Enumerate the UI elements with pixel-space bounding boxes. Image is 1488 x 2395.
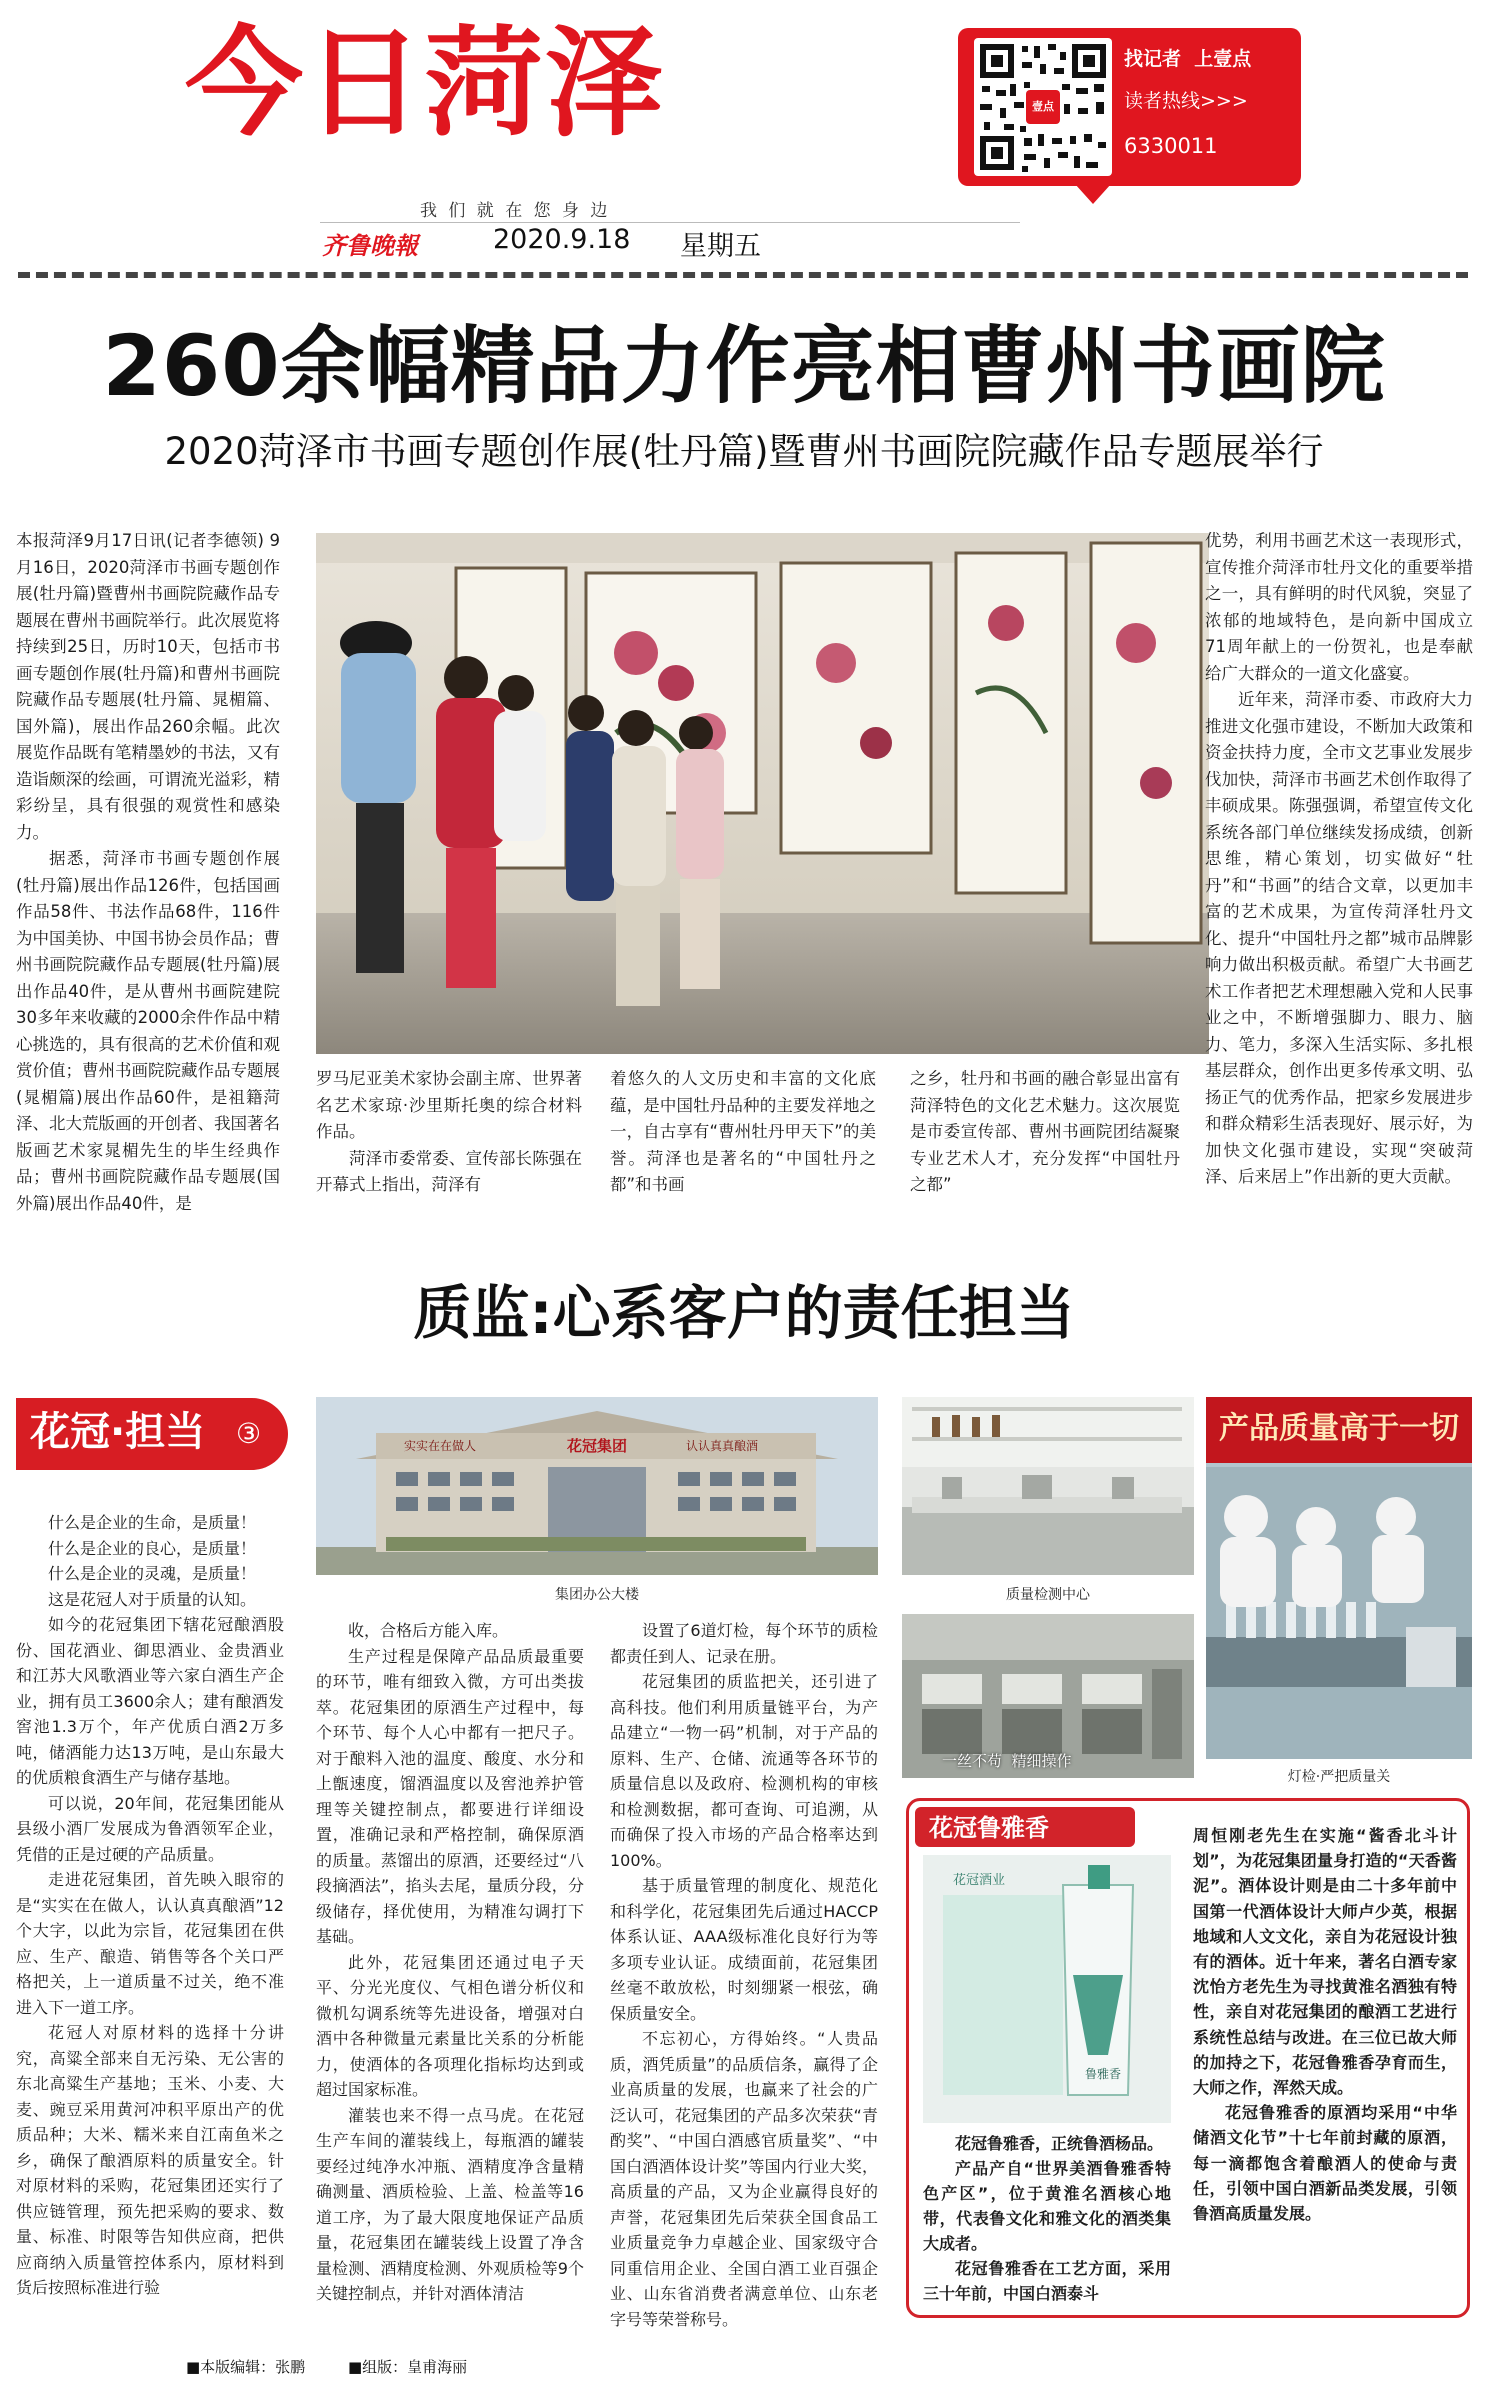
hotline-number: 6330011 [1124,134,1218,158]
story2-col2-para-2: 生产过程是保障产品品质最重要的环节，唯有细致入微，方可出类拔萃。花冠集团的原酒生产过程中，每个环节、每个人心中都有一把尺子。对于酿料入池的温度、酸度、水分和上甑速度，馏酒温度以及窖池养护管理等关键控制点，都要进行详细设置，准确记录和严格控制，确保原酒的质量。蒸馏出的原酒，还要经过“八段摘酒法”，掐头去尾，量质分段，分级储存，择优使用，为精准勾调打下基础。 [316,1646,584,1946]
story1-col2-line: 罗马尼亚美术家协会副主席、世界著名艺术家琼·沙里斯托奥的综合材料作品。 [316,1069,582,1141]
workshop-photo [902,1614,1194,1778]
story2-col1-para-1: 如今的花冠集团下辖花冠酿酒股份、国花酒业、御思酒业、金贵酒业和江苏大风歌酒业等六家白酒生产企业，拥有员工3600余人；建有酿酒发窖池1.3万个，年产优质白酒2万多吨，储酒能力达13万吨，是山东最大的优质粮食酒生产与储存基地。 [16,1615,284,1787]
story2-col3-para-2: 花冠集团的质监把关，还引进了高科技。他们利用质量链平台，为产品建立“一物一码”机制，对于产品的原料、生产、仓储、流通等各环节的质量信息以及政府、检测机构的审核和检测数据，都可查询、可追溯，从而确保了投入市场的产品合格率达到100%。 [610,1672,878,1870]
office-building-photo [316,1397,878,1575]
qr-code[interactable] [974,38,1112,176]
quality-banner [1206,1397,1472,1463]
product-sidebar [906,1798,1470,2318]
footer-editor: ■本版编辑：张鹏 [186,2358,306,2376]
story2-headline: 质监:心系客户的责任担当 [413,1279,1075,1347]
reporter-line: 找记者 上壹点 [1124,48,1252,70]
building-sign-right: 认认真真酿酒 [686,1439,759,1453]
poem-line-1: 什么是企业的生命，是质量！ [48,1513,257,1532]
reader-box-tail [1075,184,1111,204]
product-bottle-image [923,1855,1171,2123]
masthead-dashed-rule [18,272,1468,278]
product-sidebar-intro [923,2131,1171,2311]
story2-col2-para-4: 灌装也来不得一点马虎。在花冠生产车间的灌装线上，每瓶酒的罐装要经过纯净水冲瓶、酒精度净含量精确测量、酒质检验、上盖、检盖等16道工序，为了最大限度地保证产品质量，花冠集团在罐装线上设置了净含量检测、酒精度检测、外观质检等9个关键控制点，并针对酒体清洁 [316,2105,584,2303]
story2-col2-para-1: 收，合格后方能入库。 [348,1621,509,1640]
quality-lab-caption: 质量检测中心 [1006,1587,1090,1603]
series-badge-label: 花冠·担当 [30,1409,206,1455]
story2-col1-para-3: 走进花冠集团，首先映入眼帘的是“实实在在做人，认认真真酿酒”12个大字，以此为宗旨，花冠集团在供应、生产、酿造、销售等各个关口严格把关，上一道质量不过关，绝不准进入下一道工序。 [16,1870,284,2017]
series-badge [16,1398,288,1470]
story1-col2-para: 菏泽市委常委、宣传部长陈强在开幕式上指出，菏泽有 [316,1148,582,1194]
product-sidebar-title: 花冠鲁雅香 [929,1814,1049,1842]
story1-para-2: 据悉，菏泽市书画专题创作展(牡丹篇)展出作品126件，包括国画作品58件、书法作品68件，116件为中国美协、中国书协会员作品；曹州书画院院藏作品专题展(牡丹篇)展出作品40件，是从曹州书画院建院30多年来收藏的2000余件作品中精心挑选的，具有很高的艺术价值和观赏价值；曹州书画院院藏作品专题展(晁楣篇)展出作品60件，是祖籍菏泽、北大荒版画的开创者、我国著名版画艺术家晁楣先生的毕生经典作品；曹州书画院院藏作品专题展(国外篇)展出作品40件，是 [16,849,280,1213]
light-inspection-photo [1206,1397,1472,1759]
reader-hotline-box [958,28,1301,186]
story1-column-5 [1205,528,1473,1200]
story2-column-3 [610,1618,878,2330]
story2-col3-para-3: 基于质量管理的制度化、规范化和科学化，花冠集团先后通过HACCP体系认证、AAA级标准化良好行为等多项专业认证。成绩面前，花冠集团丝毫不敢放松，时刻绷紧一根弦，确保质量安全。 [610,1876,878,2023]
footer-credits [186,2352,1086,2382]
story1-para-1: 本报菏泽9月17日讯(记者李德领) 9月16日，2020菏泽市书画专题创作展(牡丹篇)暨曹州书画院院藏作品专题展在曹州书画院举行。此次展览将持续到25日，历时10天，包括市书画专题创作展(牡丹篇)和曹州书画院院藏作品专题展(牡丹篇、晁楣篇、国外篇)，展出作品260余幅。此次展览作品既有笔精墨妙的书法，又有造诣颇深的绘画，可谓流光溢彩，精彩纷呈，具有很强的观赏性和感染力。 [16,531,280,842]
sidebar-intro-3: 花冠鲁雅香在工艺方面，采用三十年前，中国白酒泰斗 [923,2259,1171,2303]
paper-name-logo: 齐鲁晚報 [322,231,418,260]
quality-lab-photo [902,1397,1194,1575]
story2-col3-para-4: 不忘初心，方得始终。“人贵品质，酒凭质量”的品质信条，赢得了企业高质量的发展，也赢来了社会的广泛认可，花冠集团的产品多次荣获“青酌奖”、“中国白酒感官质量奖”、“中国白酒酒体设计奖”等国内行业大奖，高质量的产品，又为企业赢得良好的声誉，花冠集团先后荣获全国食品工业质量竞争力卓越企业、国家级守合同重信用企业、全国白酒工业百强企业、山东省消费者满意单位、山东老字号等荣誉称号。 [610,2029,878,2329]
story1-subhead: 2020菏泽市书画专题创作展(牡丹篇)暨曹州书画院院藏作品专题展举行 [164,430,1324,473]
poem-line-4: 这是花冠人对于质量的认知。 [48,1589,257,1609]
sidebar-right-1: 周恒刚老先生在实施“酱香北斗计划”，为花冠集团量身打造的“天香酱泥”。酒体设计则是由二十多年前中国第一代酒体设计大师卢少英，根据地域和人文文化，亲自为花冠设计独有的酒体。近十年来，著名白酒专家沈怡方老先生为寻找黄淮名酒独有特性，亲自对花冠集团的酿酒工艺进行系统性总结与改进。在三位已故大师的加持之下，花冠鲁雅香孕育而生，大师之作，浑然天成。 [1193,1826,1457,2098]
hotline-label: 读者热线>>> [1124,90,1248,112]
series-badge-number: ③ [236,1417,262,1450]
poem-line-2: 什么是企业的良心，是质量！ [48,1538,257,1558]
bottle-brand-text: 花冠酒业 [953,1873,1006,1888]
story2-column-2 [316,1618,584,2330]
story1-column-3 [610,1066,876,1200]
story1-col4-text: 之乡，牡丹和书画的融合彰显出富有菏泽特色的文化艺术魅力。这次展览是市委宣传部、曹州书画院团结凝聚专业艺术人才，充分发挥“中国牡丹之都” [910,1069,1180,1194]
issue-weekday: 星期五 [680,231,761,262]
story2-col2-para-3: 此外，花冠集团还通过电子天平、分光光度仪、气相色谱分析仪和微机勾调系统等先进设备，增强对白酒中各种微量元素量比关系的分析能力，使酒体的各项理化指标均达到或超过国家标准。 [316,1952,584,2099]
product-sidebar-right [1193,1823,1457,2313]
story1-column-2 [316,1066,582,1200]
sidebar-intro-1: 花冠鲁雅香，正统鲁酒杨品。 [955,2134,1164,2153]
masthead-rule [320,222,1020,223]
sidebar-right-2: 花冠鲁雅香的原酒均采用“中华储酒文化节”十七年前封藏的原酒，每一滴都饱含着酿酒人的使命与责任，引领中国白酒新品类发展，引领鲁酒高质量发展。 [1193,2103,1457,2224]
story1-headline: 260余幅精品力作亮相曹州书画院 [102,317,1386,415]
story2-col3-para-1: 设置了6道灯检，每个环节的质检都责任到人、记录在册。 [610,1621,878,1666]
poem-line-3: 什么是企业的灵魂，是质量！ [48,1564,257,1583]
footer-layout: ■组版：皇甫海丽 [348,2358,468,2376]
story2-column-1 [16,1510,284,2330]
story1-column-4 [910,1066,1180,1200]
quality-banner-text: 产品质量高于一切 [1219,1411,1459,1446]
issue-date: 2020.9.18 [493,224,631,255]
product-sidebar-header [915,1807,1135,1847]
office-building-caption: 集团办公大楼 [555,1587,639,1603]
qr-center-label: 壹点 [1032,100,1054,113]
story1-column-1 [16,528,280,1213]
bottle-label-text: 鲁雅香 [1084,2067,1121,2081]
building-sign-left: 实实在在做人 [404,1439,477,1453]
building-sign: 花冠集团 [566,1437,627,1455]
story1-col5-para-1: 优势，利用书画艺术这一表现形式，宣传推介菏泽市牡丹文化的重要举措之一，具有鲜明的时代风貌，突显了浓郁的地域特色，是向新中国成立71周年献上的一份贺礼，也是奉献给广大群众的一道文化盛宴。 [1205,531,1473,683]
masthead-title: 今日菏泽 [185,14,666,152]
masthead-slogan: 我 们 就 在 您 身 边 [420,201,611,221]
exhibition-photo [316,533,1209,1054]
sidebar-intro-2: 产品产自“世界美酒鲁雅香特色产区”，位于黄淮名酒核心地带，代表鲁文化和雅文化的酒类集大成者。 [923,2159,1171,2253]
story1-col3-text: 着悠久的人文历史和丰富的文化底蕴，是中国牡丹品种的主要发祥地之一，自古享有“曹州牡丹甲天下”的美誉。菏泽也是著名的“中国牡丹之都”和书画 [610,1069,876,1194]
light-inspection-caption: 灯检·严把质量关 [1287,1769,1391,1785]
story2-col1-para-4: 花冠人对原材料的选择十分讲究，高粱全部来自无污染、无公害的东北高粱生产基地；玉米、小麦、大麦、豌豆采用黄河冲积平原出产的优质品种；大米、糯米来自江南鱼米之乡，确保了酿酒原料的质量安全。针对原材料的采购，花冠集团还实行了供应链管理，预先把采购的要求、数量、标准、时限等告知供应商，把供应商纳入质量管控体系内，原材料到货后按照标准进行验 [16,2023,284,2297]
story2-col1-para-2: 可以说，20年间，花冠集团能从县级小酒厂发展成为鲁酒领军企业，凭借的正是过硬的产品质量。 [16,1793,284,1864]
story1-col5-para-2: 近年来，菏泽市委、市政府大力推进文化强市建设，不断加大政策和资金扶持力度，全市文艺事业发展步伐加快，菏泽市书画艺术创作取得了丰硕成果。陈强强调，希望宣传文化系统各部门单位继续发扬成绩，创新思维，精心策划，切实做好“牡丹”和“书画”的结合文章，以更加丰富的艺术成果，为宣传菏泽牡丹文化、提升“中国牡丹之都”城市品牌影响力做出积极贡献。希望广大书画艺术工作者把艺术理想融入党和人民事业之中，不断增强脚力、眼力、脑力、笔力，多深入生活实际、多扎根基层群众，创作出更多传承文明、弘扬正气的优秀作品，把家乡发展进步和群众精彩生活表现好、展示好，为加快文化强市建设，实现“突破菏泽、后来居上”作出新的更大贡献。 [1205,690,1473,1186]
workshop-caption: 一丝不苟 精细操作 [942,1752,1072,1770]
